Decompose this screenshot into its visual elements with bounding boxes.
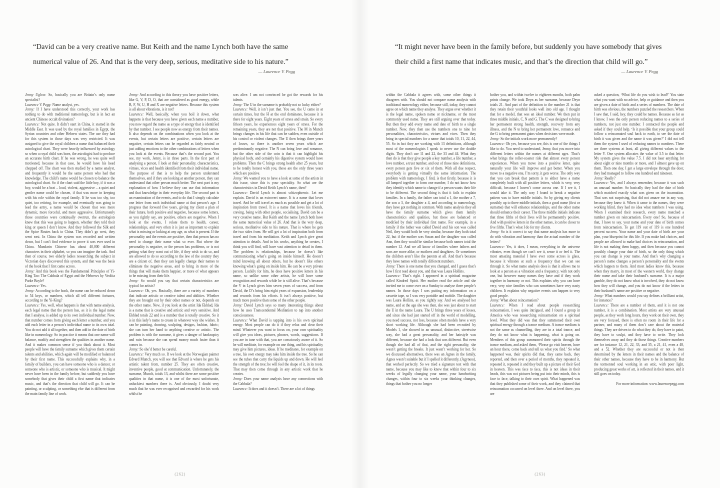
paragraph: Laurence: Yes, well, what happens is that with name analysis, each legal name that the person has, as it is the legal name that I analyse, is added up to its own individual number. Now, that number comes from giving each letter a number, and you add each letter in a person’s individual name to its own total. You do not add it all together, and then add in the date of birth like in numerology. So in practice it means that one name will balance, modify and strengthen the qualities in another name. And it makes common sense if you think about it. Most people will have the family surname which gives them certain talents and abilities, which again will be modified or balanced by their first name. This successfully explains why, in a family of builders, you can have someone who is a dancer, or someone who is artistic, or someone who is musical. It might never have been in the family before, but suddenly you have somebody that gives their child a first name that indicates music, and that’s the direction that child will go. It can be painting, or sculpting, or something else that is different from the main family line of work. [25,303,115,396]
paragraph: Laurence: What David is tapping into is his own spiritual energy. Most people can do it if they relax and clear their mind. Whatever you want to focus on, your own spirituality will give you ideas, pictures, phrases, words, suggestions. If you are in tune with that, you are consciously aware of it. So he will meditate, for example on one thing, and his spirituality may give him pictures, ideas. If he meditates, for example on a tree, his own energy may take him inside the tree. So he can see the tubes that carry the liquids up and down. He will feel the strength of the tree; he will feel the shape of it, in its roots. That may then come through in any artistic work that he creates. [233,318,323,377]
paragraph: Laurence: It does and it doesn’t. There are a lot of things [233,386,315,391]
paragraph: Laurence: That’s right. I appeared in a spiritual magazine called Kindred Spirit. Her mother read the article and she invited me to come over on a Sunday to analyse three people’s names. In those days I was putting my information on a cassette tape, so I was very portable and mobile. The daughter was Laura Hollins, as you rightly say. And we analysed her name, and at the age she was then, she was just about to start the U in the name Laura. The U brings three years of losses, and since she had just started off in the world of modelling, you need success, not loss, because often models have a very short working life. Although she had been recruited by Models 1, she showed in an unusual, distinctive, streetwise way, she had a great personality, and her hairstyle was different, because she had a look that was different. But even though she had all of that, and the right personality, she wasn’t getting the breaks. It just wasn’t working for her. So we discussed alternatives, there was an Agnes in the family, Agnes wasn’t suitable but if I spelled it differently, (Agyness), that worked perfectly. So we tried a signature test with that name, because you may like to know that within four to six weeks of legally changing your name, your handwriting changes, within four to six weeks your thinking changes, things that bother you no longer [386,274,476,387]
paragraph: Jenny: We wanted you to have a look at some of the artists in this issue, since this is your speciality. So what are the characteristics in David Keith Lynch’s name, then? [233,176,323,191]
paragraph: Jenny: And according to this theory you have positive letters, like G, V, P, D, O, that are considered as good energy, while B, F, W, U, H and X are negative letters. Because this system is all about vibrations, is it not? [129,93,219,112]
paragraph: Laurence: There are a number of them, and it is not one number, it is a combination. Most artists are very unusual people, as they work long hours, they work on their own, they are very focused, there is often no room in their life for a partner, and many of them don’t care about the material things. They are driven to do what they do, they have to paint, they have to sculpt, and they have to write. They lock themselves away and they do those things. Creative numbers are for instance 12, 21, 22, 33, and 35, a 21, 41, even a 48, and a 52. Whether they are successful or not is then determined by the letters in their names and the balance of their other names, because they have to be in harmony. But the tormented soul working in an attic, with poor light, producing great works of art, is reflected in their names, and it still goes on today. [594,303,684,377]
paragraph: Jenny: So is it correct to say that name analysis has more to do with vibration and harmony than the actual number of the letters? [490,230,580,244]
text-column-right-3 [594,93,684,461]
text-column-left-3 [233,93,323,461]
quote-line: “David can be a very creative name. But Keith and the name Lynch both have the same [33,43,289,51]
paragraph: Jenny: According to the book, the name can be reduced down to 54 keys, or numbers, which all tell different fortunes, according to the Yi-King? [25,288,115,303]
paragraph: Laurence: Yes, and I always remember, because it was such an unusual number. So basically they had the date of birth which matched exactly what was given on the incarnation. That was not surprising, that did not amaze me in any way, because they knew it. When it came to the names, they were working blind, they had no idea what numbers I was using. When I examined their research, every name matched a number given on reincarnation. Every one! So, because of that, I have to say, your name and your date of birth comes from reincarnation. To get 119 out of 119 is one hundred percent success. Your name and your date of birth are your plan, your blueprint for this life. If you make bad choices, and people are allowed to make bad choices in reincarnation, and life is not making them happy, and then because you cannot possibly change your date of birth, so the only thing which you can change is your name. And that’s why changing a person’s name changes a person’s personality and the events which happen to them. And most ladies know this, because when they marry, in most of the western world, they change their name and take their husband’s surname. It is a major gamble, they do not know what is involved, they do not know how they will change, and you do not know if the letters in their husband’s name are positive or negative. [594,181,684,293]
paragraph: Laurence: Oh yes, because you see, this is one of the things I like to do. You need to understand, Jenny, that you move into different letters within the names at different ages. That’s what brings the roller-coaster ride that almost every person experiences. When you move into a positive letter, quite naturally your life will improve and get better. When you move to a negative one, I’m sorry, it gets worse. The only way that you can break that pattern is to either have a name completely built with all positive letters, which is very, very difficult, because I haven’t come across one. If I see it, I would take it. The only way I found to break a negative pattern was to have middle initials. So by giving my clients possibly up to three middle initials, then a good name (first or surname) that will enhance relationships, and the other name should enhance their career. The three middle initials indicate that three fifths of their lives will be permanently positive. And with positive letters in the other names, it can be closer to five fifths. That’s what I do for my clients. [490,141,580,230]
page-right-sheet [360,0,720,488]
paragraph: Jenny: David Lynch says so many interesting things about how he uses Transcendental Meditation to tap into another consciousness. [233,303,323,318]
quote-line: numerical value of 26. And that is the very deep, serious, meditative side to his nature.” [33,57,289,66]
paragraph: Laurence: Yes, it does, I mean, everything in the universe vibrates, even though we can’t see it, sense it or feel it. The most amazing material I have ever come across is glass, because it vibrates at such a frequency that we can see through it. So what name analysis does is that it allows me to look at a person as a vibration and a frequency, with not only one, but however many names they have and if they work together in harmony or not. This explains why you can have very, very nice families who can sometimes have very nasty children. It explains why negative events can happen to very good people. [490,244,580,298]
paragraph: Laurence: Yes. [25,284,47,289]
paragraph: Laurence: When I read about people researching reincarnation, I was quite intrigued, and I found a group in America who was researching reincarnation on a spiritual level. What they did was that they summoned their own spiritual energy through a trance medium. A trance medium is not the same as channelling, they are in a total trance, and they do not know what is happening, what is going on. Members of this group summoned their spirits through the trance medium, and asked them, ‘Please go visit heaven, have an hour there, come back and tell us what you find.’ So what happened was, their spirits did that, they came back, they reported, and then over a period of months, they repeated it, repeated it, repeated it and they built up a picture of their God in heaven. This was face to face, this is not ideas in their heads, this was not pictures being put into their minds, this is face to face, talking to their own spirit. What happened was that they published some of their work, and they claimed that reincarnation occurred on level three. And on level three, you are [490,303,580,396]
paragraph: Laurence: Not quite. It didn’t start in China, it started in the Middle East. It was used by the royal families in Egypt, the Syrian countries and other Hebrew states. The use they had for this system in those days was very restricted. It was assigned to give the royal children a name that balanced their astrological chart. They were heavily influenced by astrology so when a royal child was born, the astrologist had to produce an accurate birth chart. If he was wrong, he was quite well motivated, because in that case, he would have his head chopped off. The chart was then studied by a name analyst, and frequently it would be the same person who had that knowledge. The child’s name would be chosen to balance the astrological chart. So if the chart said the little boy, if it was a boy, would be a brat – loud, violent, aggressive – a quiet and gentler name could be chosen, if that was more in keeping with his role within the royal family. If he was too shy, too quiet, too retiring, for example, and eventually was going to lead the army, a name would be chosen that was more dynamic, more forceful, and more aggressive. Unfortunately those countries were continually overrun, the astrologists knew that this was going to happen, whether they told their king or queen I don’t know. And they followed the Silk and the Spice Routes back to China. They didn’t go west, they went east. In China the system was recorded and written down, but I can’t find evidence to prove it was ever used in China. Mandarin Chinese has about 40,000 different characters in their alphabet, so you can imagine the task. And then of course, two elderly ladies researching the subject in Victorian days discovered this system, and that was the basis of the book that I first came across. [25,122,115,269]
paragraph: Jenny: So she’d better be careful. [129,347,178,352]
paragraph: Jenny Uglow: So, basically you are Britain’s only name specialist? [25,93,115,102]
paragraph: Jenny: There is one name that you changed, and I guess that’s how I first read about you, and that was Laura Hollins. [386,264,476,274]
paragraph: within the Cabbala it agrees with, some other things it disagrees with. You should not compare name analysis with traditional numerology either, because still, today, they cannot agree on which name they analyse. They argue over whether it is the legal name, spoken name or nickname, or the most commonly used name. They are still arguing over that today. But then they add every name and date of birth to a single number. Now, they then use the numbers one to nine for personalities, characteristics, virtues and vices. Then they bring in special numbers for a name that totals 10, 11, 22, 44, 55. So in fact they are working with 13 definitions, although most of the numerologists I speak to never use the double digits. They don’t use 11 and 22, the 33 and 44. What they then do is that they give people a key number, a life number, a love number, a trust number, and out of those nine definitions, every person gets five or six of them. With all due respect, everybody is getting virtually the same information. The problem with numerology, I find, is that firstly, because it is all lumped together to form one number, I do not know how they identify which name to change if a person wants their life to be different. The second thing is that it fails to explain families. In a family, the father can total a 1, the mother a 7, the son a 3, the daughter a 4, and according to numerology, they have got nothing in common. With name analysis they all have the family surname which gives them family characteristics and qualities, but these are balanced or modified by their individual first name. For example, in a family if the father was called David and his son was called Neil, they would both be very similar, because they both total 22, but if the mother was Susan and the daughter was called Ann, then they would be similar because both names total the number 12. And we all know of families where fathers and sons are more alike, or mothers and daughters. Or sometimes the children aren’t like the parents at all. And that’s because they have names with totally different numbers. [386,93,476,264]
paragraph: Laurence V. Pegg: Name analyst, yes. [25,102,80,107]
paragraph: Jenny: What about reincarnation? [490,298,539,303]
paragraph: Jenny: So the initials work more permanently? [490,137,558,142]
text-column-left-2 [129,93,219,461]
paragraph: was alive. I am not convinced he got the rewards for his talents. [233,93,323,102]
page-number-left: (262) [174,472,186,477]
quote-attribution: — Laurence V. Pegg [621,69,658,74]
quote-line: their child a first name that indicates music, and that’s the direction that child will go.” [395,57,648,66]
paragraph: bother you, and within twelve to eighteen months, both palm prints change. We took Deyn as her surname, because Deyn totals 21. And part of the definition to the number 21 is that they retain their youthful looks well into old age. I thought that for a model, that was an ideal number. We then put in three middle initials, C, N and G. The C was designed to bring her permanent strong health, strength, recovery from any illness, and the N to bring her permanent love, romance and the G to bring permanent gains when decisions were made. [490,93,580,137]
paragraph: Jenny: If I have understood this correctly, your work has nothing to do with traditional numerology, but is in fact an ancient Chinese occult divination? [25,107,115,122]
quote-attribution: — Laurence V. Pegg [258,69,295,74]
paragraph: Laurence: Very much so. If we look at the Norwegian painter Edvard Munch, you will see that Edvard is where he gets his artistic talent from, number 25. They are often creative, inventive people, good at communication. Unfortunately, the surname, Munch, totals 13, and whilst there are some positive qualities in that name, it is one of the most unfortunate, unluckiest numbers there is. And obviously, I doubt very much that he was ever recognised and rewarded for his work whilst he [129,352,219,396]
text-column-right-1 [386,93,476,461]
paragraph: Jenny: So would you say that certain characteristics are typical for artists? [129,279,219,289]
paragraph: asked a question, ‘What life do you wish to lead?’ You state what you want with no advice, help or guidance and then you are given a date of birth and a series of numbers. The date of birth was obvious, the numbers puzzled the researchers. When I saw that, I said, hey, they could be names. Because as far as I know, I was the only person reducing names to a series of numbers, not just one number. I contacted the people and asked if they could help. ‘Is it possible that your group could follow a reincarnated soul back to earth, to see the date of birth it was given and the name it was given?’ I did not tell them the system I used of reducing names to numbers. There are three systems at least, all giving different values to the letter Y. One system allocates the value of 3.5 to that letter. My system gives the value 7.5. I did not hear anything for about eight or nine months or more, and I almost gave up on them. Then one day, I got a large envelope through the door, they had managed to follow one hundred and nineteen. [594,93,684,176]
text-column-right-2 [490,93,580,461]
paragraph: Jenny: Really? [594,176,616,181]
paragraph: Jenny: What numbers would you say defines a brilliant artist, for instance? [594,293,684,303]
text-column-left-1 [25,93,115,461]
page-number-right: (263) [534,472,546,477]
paragraph: Laurence: Oh, yes. Basically, there are a variety of numbers that indicate artistic or creative talent and abilities. Whether they are brought out by their other names or not, depends on the other name. Now, if you look at the artist Ida Ekblad, Ida is a name that is creative and artistic and very sensitive. And Ekblad totals 22 and is a number that is totally creative. So it is in this lady’s name to create in whatever way she wishes. It can be painting, drawing, sculpting, designs, fashion, fabric; she can turn her hand to anything creative or artistic. The problem is with the surname, it gives a danger of bankruptcy and ruin because she can spend money much faster than it comes in. [129,288,219,347]
paragraph: Jenny: Does your name analysis have any connections with the Cabbala? [233,377,323,387]
paragraph: Laurence: Well, it isn’t just that. You see, the U came in at certain times, but the H at the end dominates, because it is there for eight years. Eight years of stress and strain. So every fifteen years, he experiences eight years of stress. For the remaining years, they are not that positive. The M in Munch brings changes in his life that can be sudden, even outside of his control or violent changes. The U then brings three years of losses, so there is another seven years which are predominantly negative. The N can bring love and romance, but the other side of the coin is that it can highlight his physical body, and certainly his digestive system would have problems. Then the C brings strong health after 25 years, but to be totally honest with you, those are the only three years which are positive. [233,107,323,176]
website-url: For more information: www.laurencepegg.com [616,382,684,387]
paragraph: Jenny: The U in the surname is probably not so lucky either? [233,102,321,107]
paragraph: Laurence: Well, basically, when you boil it down, what happens is that because you have given each name a number, you now regard the name as a type of energy that is identified by that number. I see people now as energy from their names. It also depends on the combinations when you look at the events, but certain letters are positive, certain letters are negative, certain letters can be regarded as fairly neutral or just adding emotions to the other combinations of letters when you look at the events. Because that’s the second part. You see, my work, Jenny, is in three parts. In the first part of analysing a person, I look at their personality, characteristics, virtues, vices and health identified from their individual name. The purpose of that is to help the person understand themselves, and if they are looking at another person, they can understand that other person much better. The next part is my explanation of how I believe they can use that information and that knowledge in their everyday life. The second part is an examination of the events, and to do that I simply calculate one letter from each individual name at that person’s age. I progress that forward five years, giving my client a plan of their future, both positive and negative, because some letters, as you rightly say, are positive, others are negative. When I look at the events, I relate them to health, career, relationships, and very often it is just as important to explain what is missing or lacking at any age, as what is present. If the personality and the events are positive, then that person has no need to change their name what so ever. But where the personality is negative, or the person has problems, or is not getting what they want out of life, if they wish to do so, and are allowed to do so according to the law of the country they are a citizen of, then they can legally change their names to eliminate the negative areas, and to bring in more of the things that will make them happier, or more of what appears to be missing from their life. [129,112,219,279]
paragraph: Jenny: And this book was the Fundamental Principles of Yi-King Tao: The Cabbala of Egypt and the Hebrews by Veolita Parke Boyle? [25,269,115,284]
quote-line: “It might never have been in the family before, but suddenly you have somebody that gives [395,43,662,51]
paragraph: Laurence: David Lynch is almost schizophrenic. Let me explain. David is an extrovert name. It is a name that loves travel. And he will travel as much as possible and get a lot of inspiration from travel. It is a name that loves his friends, craving, being with other people, socialising. David can be a very creative name. But Keith and the name Lynch both have the same numerical value of 26. And that is the very deep, serious, meditative side to his nature. That is where he gets the two sides from. He will get a lot of inspiration both from travel and from his meditation. Keith and Lynch give great attention to details. And in his works, anything he creates, I think you will find, will have vast attention to detail in them. The problem is relationships, because he doesn’t like communicating what’s going on inside himself. He doesn’t mind knowing all about others, but he doesn’t like others knowing what’s going on inside him. He can be a very private person. Luckily for him, he does have positive letters in his name, so unlike some other artists, he will have some recognition and rewards while he is still alive. That’s because the V in Lynch gives him seven years of success, and from David, the D’s bring him eight years of expansion, leadership and rewards from his efforts. It isn’t always positive, but much more positive than some of the other people. [233,190,323,303]
